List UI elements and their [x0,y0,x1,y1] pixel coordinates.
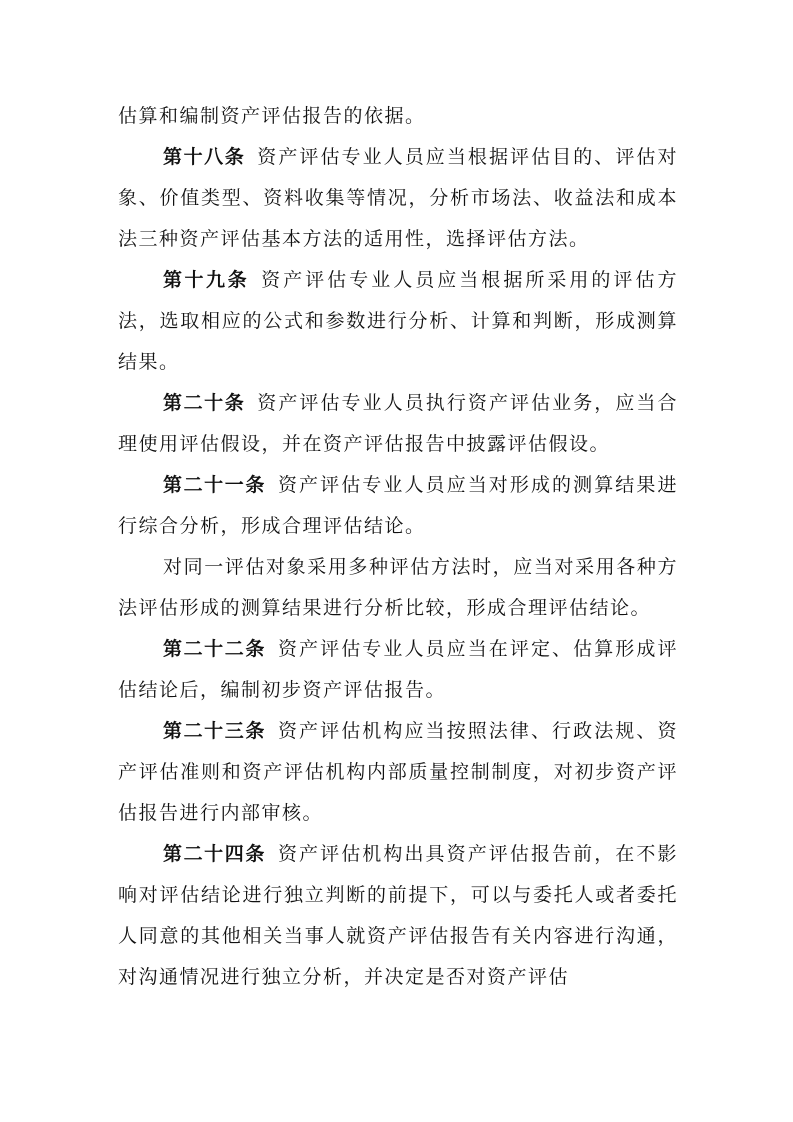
paragraph-text: 估算和编制资产评估报告的依据。 [118,105,426,127]
paragraph [118,383,678,465]
paragraph-text: 资产评估机构出具资产评估报告前，在不影响对评估结论进行独立判断的前提下，可以与委托人或者委托人同意的其他相关当事人就资产评估报告有关内容进行沟通，对沟通情况进行独立分析，并决定是否对资产评估 [118,843,678,988]
paragraph [118,547,678,629]
paragraph [118,834,678,998]
paragraph [118,96,678,137]
article-number: 第二十二条 [163,638,266,660]
article-number: 第二十条 [163,392,246,414]
paragraph-text: 资产评估专业人员应当在评定、估算形成评估结论后，编制初步资产评估报告。 [118,638,678,701]
article-number: 第二十三条 [163,720,266,742]
paragraph-text: 资产评估专业人员应当根据所采用的评估方法，选取相应的公式和参数进行分析、计算和判断，形成测算结果。 [118,269,678,373]
paragraph [118,260,678,383]
paragraph [118,137,678,260]
document-body [118,96,678,998]
paragraph [118,629,678,711]
paragraph-text: 对同一评估对象采用多种评估方法时，应当对采用各种方法评估形成的测算结果进行分析比较，形成合理评估结论。 [118,556,678,619]
paragraph-text: 资产评估专业人员应当根据评估目的、评估对象、价值类型、资料收集等情况，分析市场法、收益法和成本法三种资产评估基本方法的适用性，选择评估方法。 [118,146,678,250]
paragraph [118,465,678,547]
paragraph-text: 资产评估专业人员应当对形成的测算结果进行综合分析，形成合理评估结论。 [118,474,678,537]
article-number: 第二十四条 [163,843,266,865]
article-number: 第十九条 [163,269,250,291]
article-number: 第十八条 [163,146,246,168]
paragraph-text: 资产评估机构应当按照法律、行政法规、资产评估准则和资产评估机构内部质量控制制度，对初步资产评估报告进行内部审核。 [118,720,678,824]
paragraph-text: 资产评估专业人员执行资产评估业务，应当合理使用评估假设，并在资产评估报告中披露评估假设。 [118,392,678,455]
article-number: 第二十一条 [163,474,266,496]
paragraph [118,711,678,834]
